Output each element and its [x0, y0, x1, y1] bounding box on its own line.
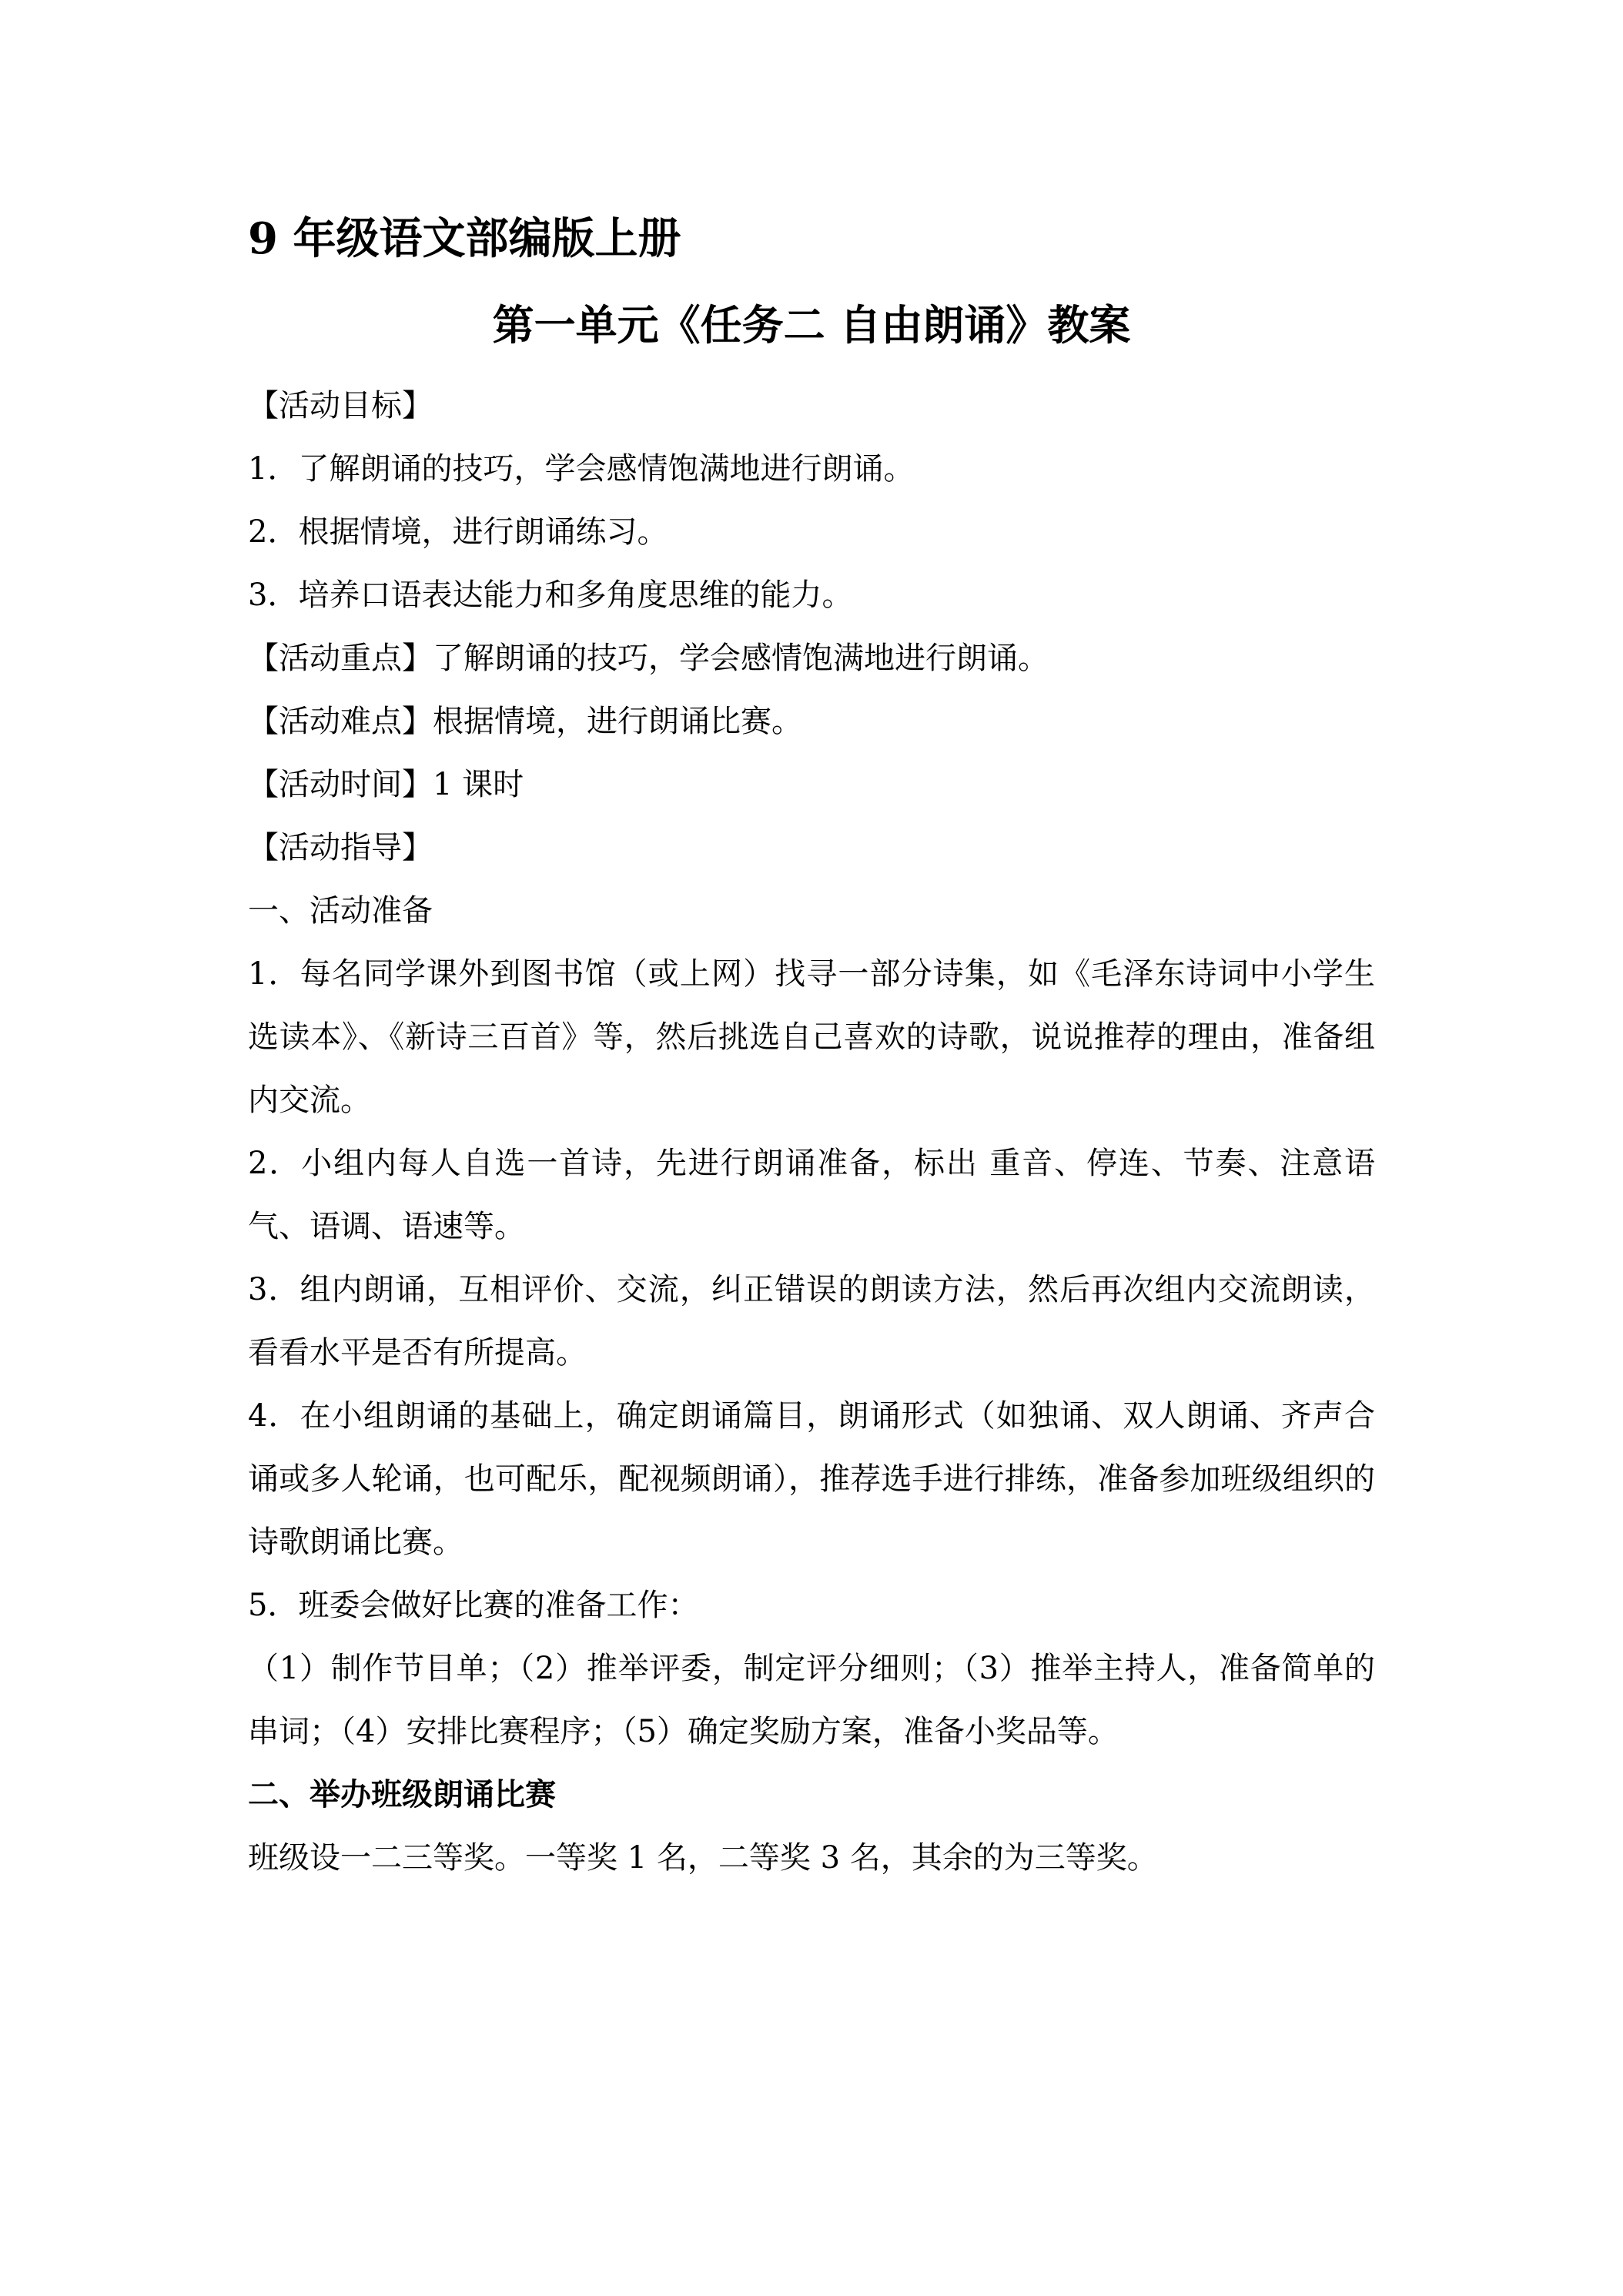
goal-item: 2．根据情境，进行朗诵练习。: [248, 514, 668, 550]
difficulty-paragraph: 【活动难点】根据情境，进行朗诵比赛。: [248, 704, 802, 739]
key-point-paragraph: 【活动重点】了解朗诵的技巧，学会感情饱满地进行朗诵。: [248, 641, 1049, 676]
awards-paragraph: 班级设一二三等奖。一等奖 1 名，二等奖 3 名，其余的为三等奖。: [248, 1840, 1158, 1876]
preparation-substeps: （1）制作节目单；（2）推举评委，制定评分细则；（3）推举主持人，准备简单的串词；（4）安排比赛程序；（5）确定奖励方案，准备小奖品等。: [248, 1651, 1375, 1749]
preparation-step: 5．班委会做好比赛的准备工作：: [248, 1588, 699, 1623]
section-heading-guidance: 【活动指导】: [248, 830, 433, 865]
preparation-step: 3．组内朗诵，互相评价、交流，纠正错误的朗读方法，然后再次组内交流朗读，看看水平是否有所提高。: [248, 1272, 1375, 1371]
document-subtitle: 第一单元《任务二 自由朗诵》教案: [492, 300, 1131, 350]
preparation-step: 4．在小组朗诵的基础上，确定朗诵篇目，朗诵形式（如独诵、双人朗诵、齐声合诵或多人轮诵，也可配乐，配视频朗诵），推荐选手进行排练，准备参加班级组织的诗歌朗诵比赛。: [248, 1398, 1375, 1560]
goal-item: 3．培养口语表达能力和多角度思维的能力。: [248, 577, 853, 613]
goal-item: 1．了解朗诵的技巧，学会感情饱满地进行朗诵。: [248, 451, 915, 487]
section-heading-goals: 【活动目标】: [248, 388, 433, 423]
preparation-step: 2．小组内每人自选一首诗，先进行朗诵准备，标出 重音、停连、节奏、注意语气、语调、语速等。: [248, 1146, 1375, 1244]
duration-paragraph: 【活动时间】1 课时: [248, 767, 524, 802]
document-body: [248, 374, 1375, 1889]
preparation-step: 1．每名同学课外到图书馆（或上网）找寻一部分诗集，如《毛泽东诗词中小学生选读本》、《新诗三百首》等，然后挑选自己喜欢的诗歌，说说推荐的理由，准备组内交流。: [248, 956, 1375, 1118]
section-heading-preparation: 一、活动准备: [248, 893, 433, 929]
section-heading-competition: 二、举办班级朗诵比赛: [248, 1776, 556, 1812]
document-title: 9 年级语文部编版上册: [248, 213, 681, 264]
